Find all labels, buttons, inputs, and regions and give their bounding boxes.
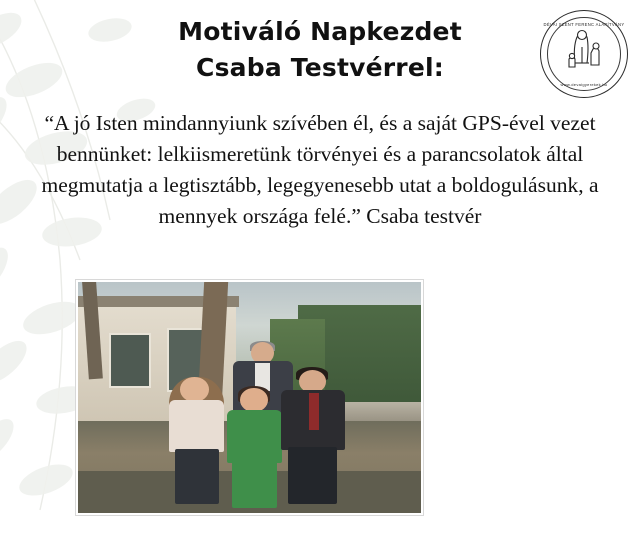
girl-body [169,400,224,452]
child-body [227,410,282,463]
photo-content [78,282,421,513]
boy-legs [288,447,337,503]
page-title [0,14,640,86]
photo-person-boy [277,370,349,504]
logo-top-text: DÉVAI SZENT FERENC ALAPÍTVÁNY [543,22,625,27]
logo-bottom-text: www.devaigyerekek.hu [560,82,608,87]
title-line-1: Motiváló Napkezdet [178,17,462,46]
title-line-2: Csaba Testvérrel: [196,53,444,82]
quote-text: “A jó Isten mindannyiunk szívében él, és a saját GPS-ével vezet bennünket: lelkiismeretünk törvényei és a parancsolatok által megmutatja a legtisztább, legegyenesebb utat a boldogulásunk, a mennyek országa felé.” Csaba testvér [41,111,599,228]
child-head [240,388,267,412]
girl-legs [175,449,220,503]
girl-head [180,377,209,402]
child-legs [232,460,276,508]
boy-jacket-accent [309,393,319,431]
group-photo [76,280,423,515]
photo-window-1 [109,333,151,388]
